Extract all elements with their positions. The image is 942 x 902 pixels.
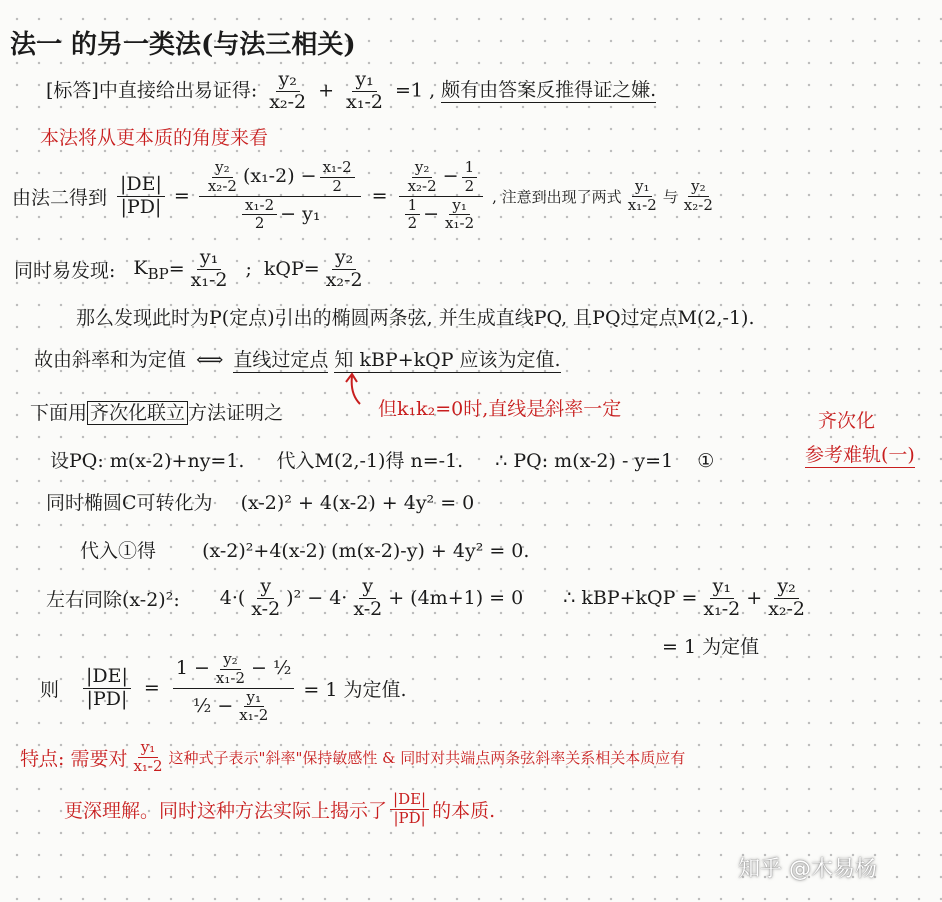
feature2-fraction: $\frac{|DE|}{|PD|}$ [390,792,429,827]
pq-setup: 设PQ: m(x-2)+ny=1. [50,450,245,472]
ratio-y-x-2: $\frac{y}{x-2}$ [353,575,383,620]
slopes-line [14,248,369,291]
divide-lead: 左右同除(x-2)²: [46,588,180,611]
big-fraction-2: $\frac{\text{y₂}}{\text{x₂-2}}$ − $\frac{1}{2}$ $\frac{1}{2}$ − $\frac{\text{y₁}}{\text{x₁-2}}$ [399,160,484,232]
constant-result: = 1 为定值 [662,636,760,658]
slope-sum-text: 故由斜率和为定值 [34,349,187,371]
feature2-lead: 更深理解。同时这种方法实际上揭示了 [64,799,388,822]
k-bp: K [133,256,148,279]
slope-sum-line [34,345,561,372]
sum-frac-2: $\frac{\text{y₂}}{\text{x₂-2}}$ [768,575,805,620]
two-forms-note: , 注意到出现了两式 [492,187,622,206]
derivation-lead: 由法二得到 [12,186,108,209]
fraction-y2-x2: $\frac{\text{y₂}}{\text{x₂-2}}$ [269,68,307,113]
quad-part-a: 4·( [219,587,246,610]
side-note-title: 齐次化 [818,410,876,432]
homogenization-box: 齐次化联立 [87,401,188,425]
final-big-fraction: 1 − $\frac{\text{y₂}}{\text{x₁-2}}$ − ½ ½ − $\frac{\text{y₁}}{\text{x₁-2}}$ [173,652,295,724]
final-ratio-line [40,652,407,724]
ellipse-equation: (x-2)² + 4(x-2) + 4y² = 0 [240,492,475,514]
form-y2: $\frac{\text{y₂}}{\text{x₂-2}}$ [683,176,713,214]
fraction-y1-x1: $\frac{\text{y₁}}{\text{x₁-2}}$ [346,68,383,113]
divide-line [46,577,811,620]
line-pq [50,446,714,473]
ratio-de-pd: $\frac{|DE|}{|PD|}$ [117,175,165,218]
equals-sign-2: = [371,185,388,207]
side-note-ref: 参考难轨(一) [805,440,915,468]
plus-sign-2: + [746,587,763,610]
form-y1: $\frac{\text{y₁}}{\text{x₁-2}}$ [627,176,657,214]
equals-3: = [143,677,160,699]
chords-note: 那么发现此时为P(定点)引出的椭圆两条弦, 并生成直线PQ, 且PQ过定点M(2,-1). [76,307,755,329]
answer-note-tail: 颇有由答案反推得证之嫌. [441,79,657,102]
plus-sign: + [318,79,335,102]
sum-frac-1: $\frac{\text{y₁}}{\text{x₁-2}}$ [703,575,741,620]
ellipse-line [46,488,474,515]
final-constant: = 1 为定值. [303,678,407,701]
slope-sum-conclusion: 知 kBP+kQP 应该为定值. [334,349,561,371]
k-qp-fraction: $\frac{\text{y₂}}{\text{x₂-2}}$ [325,246,363,291]
big-fraction-1: $\frac{\text{y₂}}{\text{x₂-2}}$ (x₁-2) − $\frac{\text{x₁-2}}{2}$ $\frac{\text{x₁-2}}{2}$ − y₁ [199,160,361,232]
equals: = [168,258,185,281]
answer-note-label: [标答]中直接给出易证得: [46,79,258,102]
quad-part-b: )² − 4· [286,587,348,610]
ratio-derivation-line [12,160,719,232]
page-title: 法一 的另一类法(与法三相关) [10,30,356,60]
method-line [30,398,283,425]
pq-result: ∴ PQ: m(x-2) - y=1 [495,450,674,472]
feature-fraction: $\frac{\text{y₁}}{\text{x₁-2}}$ [133,738,163,775]
substitute-equation: (x-2)²+4(x-2) (m(x-2)-y) + 4y² = 0. [202,540,530,562]
equals-one: =1 , [395,79,436,102]
then-word: 则 [40,678,60,701]
method-lead: 下面用 [30,402,88,424]
method-tail: 方法证明之 [188,402,284,424]
feature-lead: 特点: 需要对 [20,747,128,770]
k-qp: kQP [263,258,304,281]
feature-line-2 [64,792,495,827]
and-word: 与 [662,187,678,206]
up-arrow-icon [336,370,376,410]
slope-sum-result: ∴ kBP+kQP = [563,587,698,610]
slopes-lead: 同时易发现: [14,259,116,282]
ratio-y-x: $\frac{y}{x-2}$ [251,575,281,620]
eq-label-1: ① [697,450,715,472]
substitute-lead: 代入①得 [80,540,157,562]
slope-caveat: 但k₁k₂=0时,直线是斜率一定 [378,398,622,420]
ellipse-lead: 同时椭圆C可转化为 [46,492,213,514]
feature-text: 这种式子表示"斜率"保持敏感性 & 同时对共端点两条弦斜率关系相关本质应有 [168,748,686,767]
fixed-point-text: 直线过定点 [233,349,329,371]
k-bp-fraction: $\frac{\text{y₁}}{\text{x₁-2}}$ [190,246,228,291]
k-bp-sub: BP [147,264,169,283]
substitute-line [80,536,529,563]
final-ratio: $\frac{|DE|}{|PD|}$ [83,667,131,710]
feature2-tail: 的本质. [432,799,496,822]
zhihu-watermark: 知乎 @木易杨 [738,857,877,882]
answer-note-line [46,70,656,113]
iff-arrow-icon: ⟺ [196,349,224,371]
feature-line [20,740,685,775]
separator: ; [245,258,252,281]
equals-sign: = [173,185,190,207]
essence-note: 本法将从更本质的角度来看 [40,127,269,149]
equals-2: = [303,258,320,281]
pq-substitute: 代入M(2,-1)得 n=-1. [276,450,464,472]
quad-part-c: + (4m+1) = 0 [388,587,524,610]
